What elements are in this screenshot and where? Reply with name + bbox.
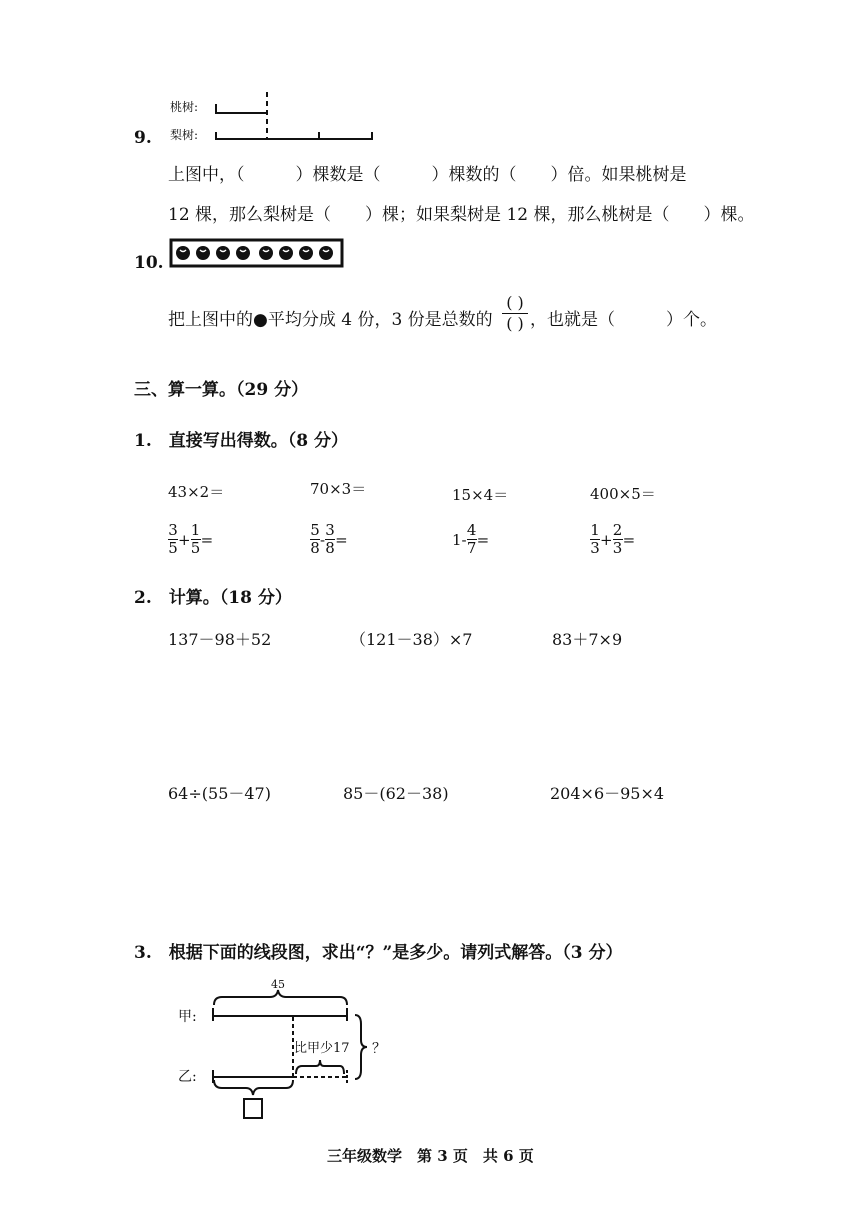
- calc-5: 85－(62－38): [343, 784, 449, 803]
- q9-number: 9.: [134, 128, 152, 148]
- q10-fraction-denominator: ( ): [506, 314, 524, 333]
- frac1-den2: 5: [190, 539, 201, 557]
- q10-fraction: [502, 293, 528, 334]
- frac4-op: +: [600, 530, 613, 549]
- frac1-num1: 3: [168, 521, 178, 539]
- sub3-title: 3. 根据下面的线段图，求出“？”是多少。请列式解答。（3 分）: [134, 943, 623, 963]
- q9-line1: 上图中，（ ）棵数是（ ）棵数的（ ）倍。如果桃树是: [168, 165, 687, 185]
- peach-label: 桃树:: [170, 100, 199, 114]
- total-label: 45: [271, 978, 285, 991]
- frac4-num2: 2: [612, 521, 623, 539]
- calc-1: 137－98＋52: [168, 630, 272, 649]
- frac4-den1: 3: [590, 539, 600, 557]
- page-footer: 三年级数学 第 3 页 共 6 页: [327, 1147, 534, 1165]
- calc-2: （121－38）×7: [350, 630, 473, 649]
- q10-bead-frame: [171, 240, 342, 266]
- sub2-title: 2. 计算。（18 分）: [134, 588, 292, 608]
- oral-calc-1: 43×2＝: [168, 483, 225, 501]
- oral-calc-4: 400×5＝: [590, 485, 656, 503]
- frac4-den2: 3: [612, 539, 623, 557]
- frac1-num2: 1: [190, 521, 201, 539]
- section-heading: 三、算一算。（29 分）: [134, 380, 309, 400]
- frac1-den1: 5: [168, 539, 178, 557]
- frac2-num1: 5: [310, 521, 320, 539]
- fraction-calc-2: [310, 522, 348, 557]
- q9-bar-diagram: [216, 92, 372, 140]
- calc-6: 204×6－95×4: [550, 784, 665, 803]
- jia-label: 甲:: [178, 1009, 197, 1025]
- frac2-eq: =: [335, 530, 348, 549]
- diff-label: 比甲少17: [294, 1041, 350, 1056]
- frac2-den1: 8: [310, 539, 320, 557]
- oral-calc-3: 15×4＝: [452, 486, 509, 504]
- q10-text-after: ，也就是（ ）个。: [530, 310, 717, 330]
- pear-label: 梨树:: [170, 128, 199, 142]
- yi-label: 乙:: [178, 1069, 197, 1085]
- frac1-op: +: [178, 530, 191, 549]
- fraction-calc-3: [452, 522, 489, 557]
- q10-text-before: 把上图中的●平均分成 4 份，3 份是总数的: [168, 310, 493, 330]
- question-mark: ？: [372, 1041, 386, 1057]
- answer-box[interactable]: [243, 1098, 263, 1119]
- frac2-num2: 3: [325, 521, 335, 539]
- q10-number: 10.: [134, 253, 164, 273]
- oral-calc-2: 70×3＝: [310, 480, 367, 498]
- frac1-eq: =: [200, 530, 214, 549]
- frac3-num1: 4: [466, 521, 477, 539]
- fraction-calc-4: [590, 522, 635, 557]
- fraction-calc-1: [168, 522, 213, 557]
- frac3-eq: =: [476, 530, 490, 549]
- frac3-pre: 1-: [452, 530, 467, 549]
- frac2-den2: 8: [325, 539, 335, 557]
- frac4-eq: =: [622, 530, 636, 549]
- q9-line2: 12 棵，那么梨树是（ ）棵；如果梨树是 12 棵，那么桃树是（ ）棵。: [168, 205, 755, 225]
- calc-3: 83＋7×9: [552, 630, 623, 649]
- sub1-title: 1. 直接写出得数。（8 分）: [134, 431, 348, 451]
- frac4-num1: 1: [590, 521, 600, 539]
- frac3-den1: 7: [466, 539, 477, 557]
- frac2-op: -: [320, 530, 326, 549]
- calc-4: 64÷(55－47): [168, 784, 271, 803]
- q10-fraction-numerator: ( ): [506, 293, 524, 312]
